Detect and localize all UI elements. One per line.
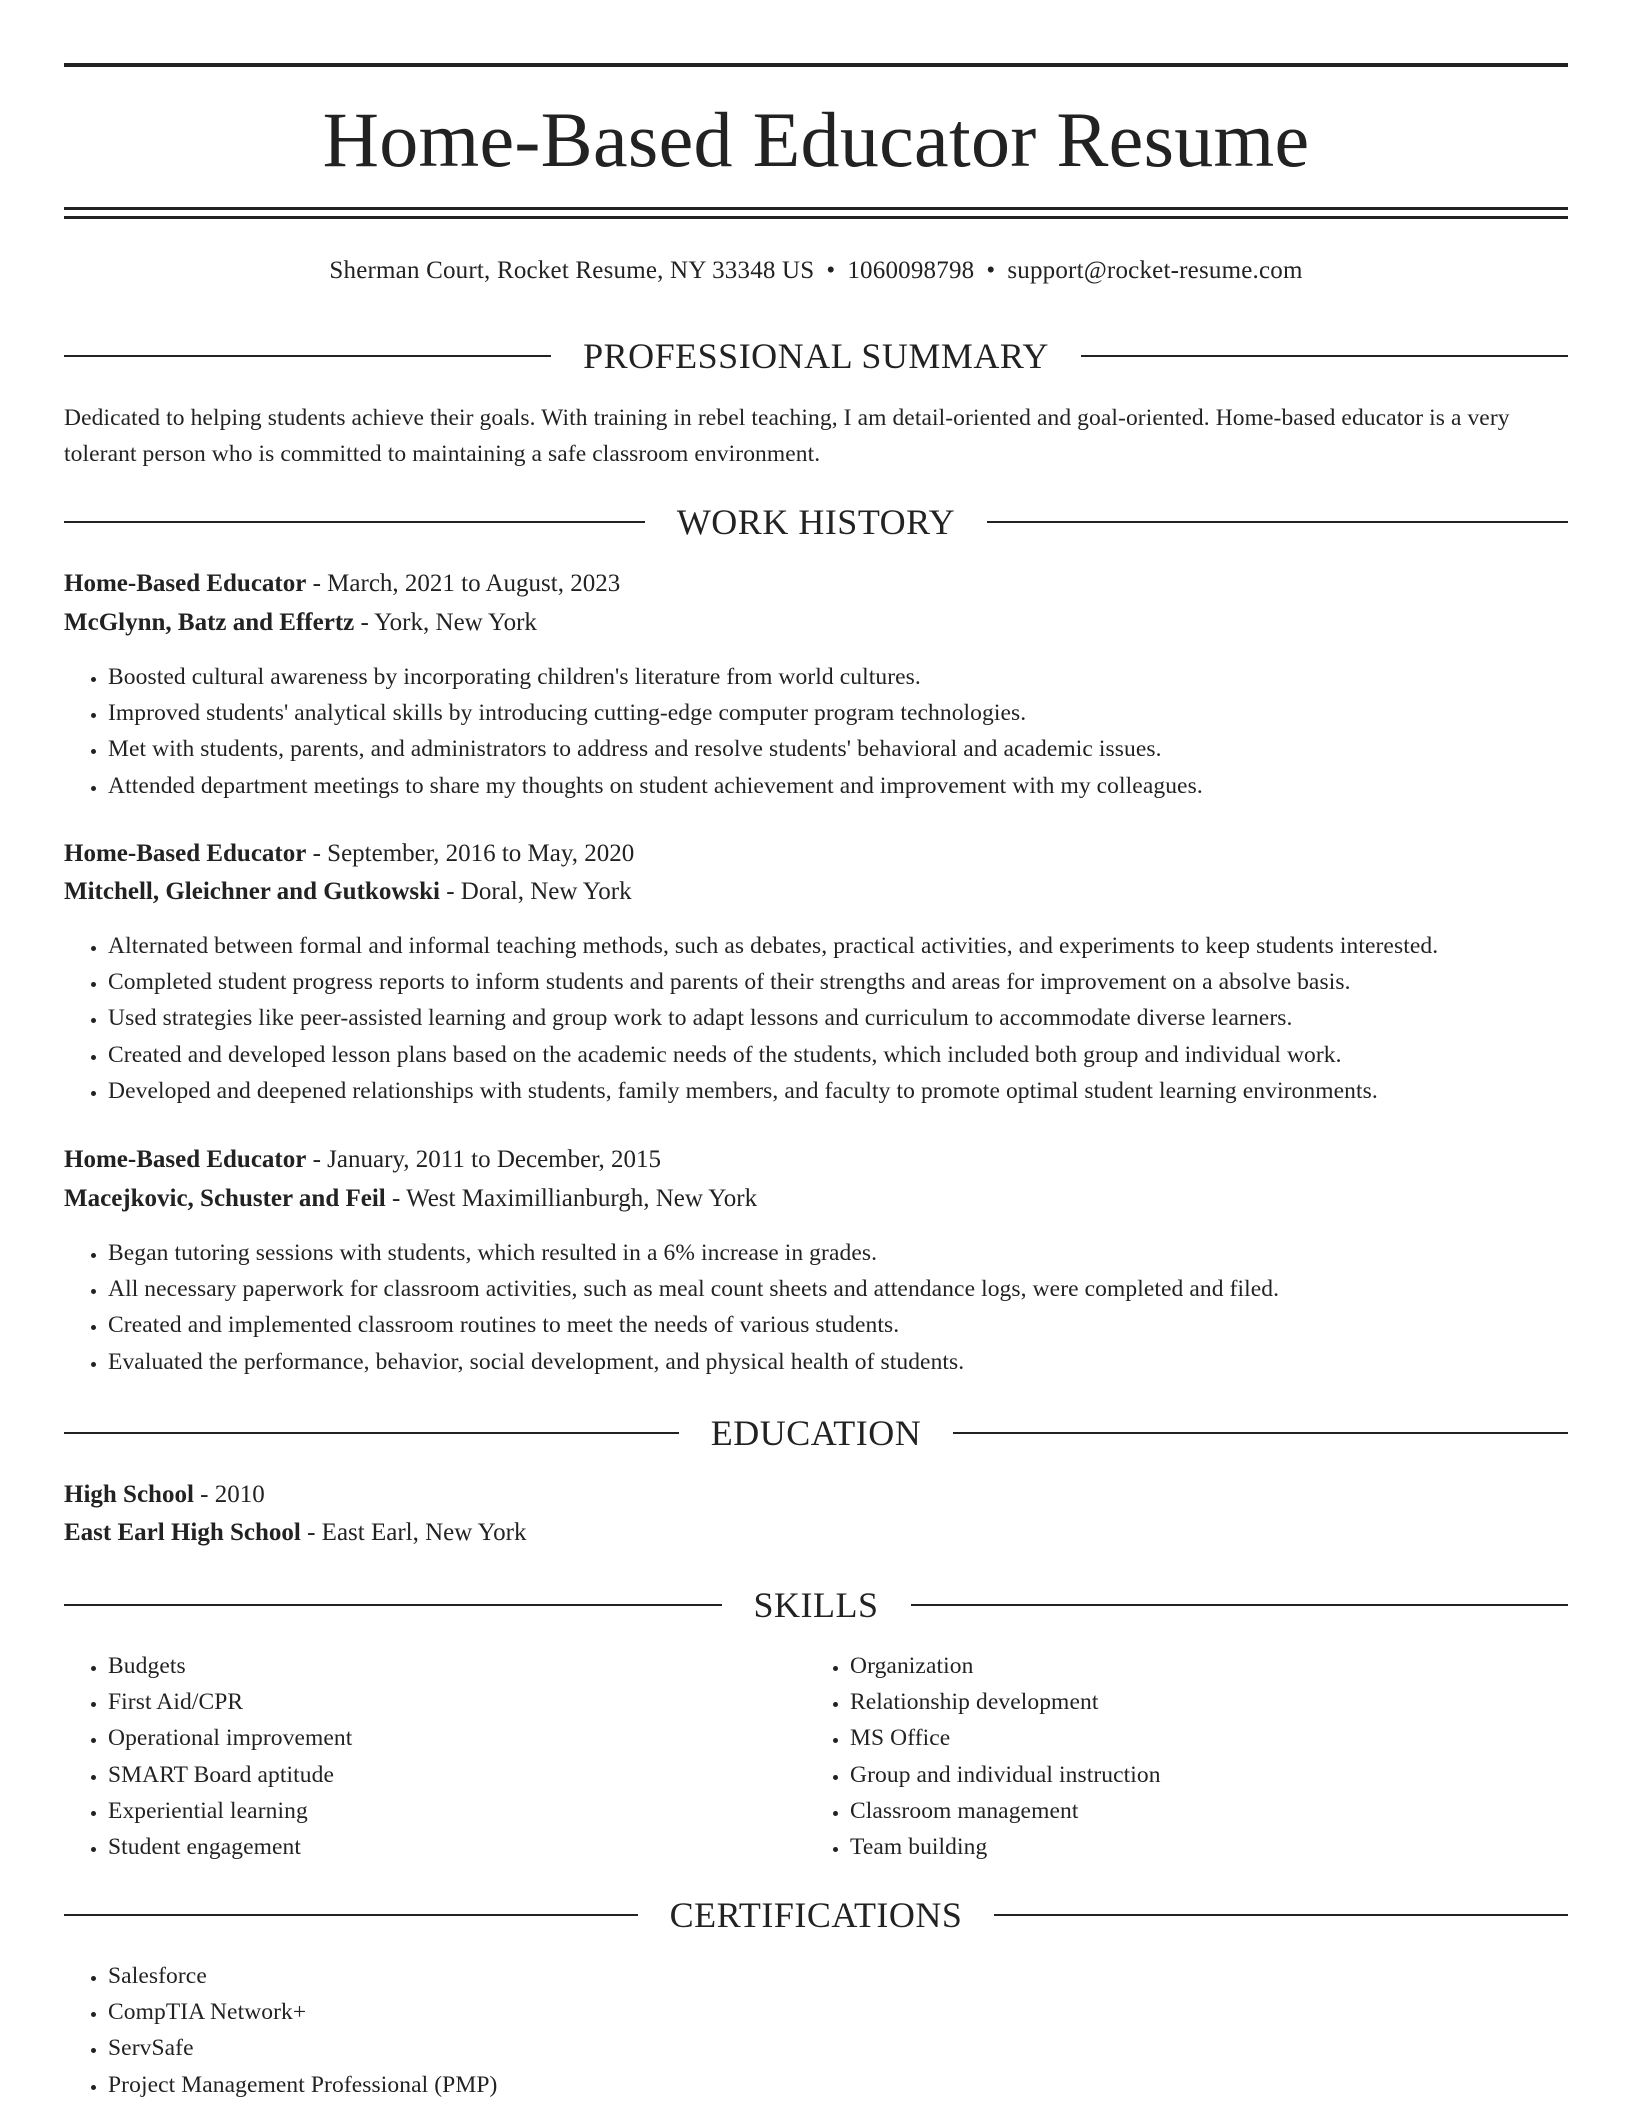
- list-item: • Evaluated the performance, behavior, social development, and physical health of students.: [108, 1344, 1279, 1380]
- skills-heading: [64, 1583, 1568, 1627]
- education-school: East Earl High School: [64, 1519, 301, 1546]
- skill-item: • Classroom management: [850, 1793, 1550, 1829]
- skill-item: • Relationship development: [850, 1684, 1550, 1720]
- heading-rule-right: [953, 1432, 1568, 1434]
- skills-heading-label: SKILLS: [753, 1585, 879, 1625]
- job-bullets: [64, 1235, 1279, 1380]
- skill-item: • SMART Board aptitude: [108, 1757, 808, 1793]
- job-company: Mitchell, Gleichner and Gutkowski: [64, 878, 440, 905]
- job-dates: - March, 2021 to August, 2023: [306, 570, 621, 597]
- certification-item: • ServSafe: [108, 2030, 497, 2066]
- certifications-list: [64, 1958, 497, 2103]
- contact-separator: •: [986, 257, 996, 284]
- list-item: • Began tutoring sessions with students, which resulted in a 6% increase in grades.: [108, 1235, 1279, 1271]
- skills-list-right: [806, 1648, 1550, 1865]
- skill-item: • Budgets: [108, 1648, 808, 1684]
- job-bullets: [64, 928, 1438, 1109]
- list-item: • Met with students, parents, and administrators to address and resolve students' behavioral and academic issues.: [108, 731, 1203, 767]
- job-title-line: [64, 566, 620, 602]
- job-company-line: [64, 605, 537, 641]
- skills-list-left: [64, 1648, 808, 1865]
- skill-item: • Organization: [850, 1648, 1550, 1684]
- certifications-heading-label: CERTIFICATIONS: [669, 1895, 963, 1935]
- resume-title: Home-Based Educator Resume: [322, 96, 1310, 183]
- list-item: • Created and implemented classroom routines to meet the needs of various students.: [108, 1307, 1279, 1343]
- certification-item: • Salesforce: [108, 1958, 497, 1994]
- skill-item: • Student engagement: [108, 1829, 808, 1865]
- skill-item: • Operational improvement: [108, 1720, 808, 1756]
- contact-line: [64, 253, 1568, 289]
- summary-heading-label: PROFESSIONAL SUMMARY: [583, 336, 1049, 376]
- job-location: - West Maximillianburgh, New York: [385, 1185, 758, 1212]
- job-location: - York, New York: [354, 609, 537, 636]
- education-location: - East Earl, New York: [300, 1519, 527, 1546]
- job-company-line: [64, 874, 632, 910]
- list-item: • Used strategies like peer-assisted learning and group work to adapt lessons and curriculum to accommodate diverse learners.: [108, 1000, 1438, 1036]
- contact-address: Sherman Court, Rocket Resume, NY 33348 US: [329, 257, 815, 284]
- job-title: Home-Based Educator: [64, 570, 307, 597]
- education-degree: High School: [64, 1481, 194, 1508]
- skill-item: • Team building: [850, 1829, 1550, 1865]
- job-company-line: [64, 1181, 757, 1217]
- summary-text: Dedicated to helping students achieve their goals. With training in rebel teaching, I am detail-oriented and goal-oriented. Home-based educator is a very tolerant person who is committed to maintaining a safe classroom environment.: [64, 405, 1510, 467]
- header-bottom-rule: [64, 207, 1568, 210]
- job-location: - Doral, New York: [439, 878, 632, 905]
- work-history-heading-label: WORK HISTORY: [676, 502, 956, 542]
- education-degree-line: [64, 1477, 265, 1513]
- certifications-heading: [64, 1893, 1568, 1937]
- education-school-line: [64, 1515, 527, 1551]
- list-item: • Completed student progress reports to inform students and parents of their strengths and areas for improvement on a absolve basis.: [108, 964, 1438, 1000]
- summary-heading: [64, 334, 1568, 378]
- contact-email: support@rocket-resume.com: [1007, 257, 1303, 284]
- job-company: Macejkovic, Schuster and Feil: [64, 1185, 386, 1212]
- job-title-line: [64, 836, 634, 872]
- work-history-heading: [64, 500, 1568, 544]
- contact-separator: •: [826, 257, 836, 284]
- list-item: • Developed and deepened relationships with students, family members, and faculty to promote optimal student learning environments.: [108, 1073, 1438, 1109]
- job-title: Home-Based Educator: [64, 840, 307, 867]
- skill-item: • MS Office: [850, 1720, 1550, 1756]
- list-item: • Created and developed lesson plans based on the academic needs of the students, which included both group and individual work.: [108, 1037, 1438, 1073]
- list-item: • Boosted cultural awareness by incorporating children's literature from world cultures.: [108, 659, 1203, 695]
- certification-item: • Project Management Professional (PMP): [108, 2067, 497, 2103]
- certification-item: • CompTIA Network+: [108, 1994, 497, 2030]
- education-heading-label: EDUCATION: [710, 1413, 922, 1453]
- education-year: - 2010: [193, 1481, 265, 1508]
- skill-item: • Group and individual instruction: [850, 1757, 1550, 1793]
- list-item: • All necessary paperwork for classroom activities, such as meal count sheets and attendance logs, were completed and filed.: [108, 1271, 1279, 1307]
- heading-rule-right: [911, 1604, 1569, 1606]
- heading-rule-right: [987, 521, 1568, 523]
- heading-rule-left: [64, 521, 645, 523]
- job-dates: - September, 2016 to May, 2020: [306, 840, 635, 867]
- heading-rule-left: [64, 1914, 638, 1916]
- skill-item: • First Aid/CPR: [108, 1684, 808, 1720]
- skill-item: • Experiential learning: [108, 1793, 808, 1829]
- job-bullets: [64, 659, 1203, 804]
- list-item: • Alternated between formal and informal teaching methods, such as debates, practical activities, and experiments to keep students interested.: [108, 928, 1438, 964]
- heading-rule-right: [1081, 355, 1568, 357]
- heading-rule-left: [64, 1432, 679, 1434]
- heading-rule-left: [64, 1604, 722, 1606]
- education-heading: [64, 1411, 1568, 1455]
- list-item: • Improved students' analytical skills by introducing cutting-edge computer program technologies.: [108, 695, 1203, 731]
- heading-rule-right: [994, 1914, 1568, 1916]
- contact-phone: 1060098798: [847, 257, 975, 284]
- header-top-rule: [64, 63, 1568, 67]
- list-item: • Attended department meetings to share my thoughts on student achievement and improvement with my colleagues.: [108, 768, 1203, 804]
- heading-rule-left: [64, 355, 551, 357]
- job-title-line: [64, 1142, 661, 1178]
- header-bottom-rule-second: [64, 216, 1568, 219]
- job-company: McGlynn, Batz and Effertz: [64, 609, 355, 636]
- job-title: Home-Based Educator: [64, 1146, 307, 1173]
- job-dates: - January, 2011 to December, 2015: [306, 1146, 662, 1173]
